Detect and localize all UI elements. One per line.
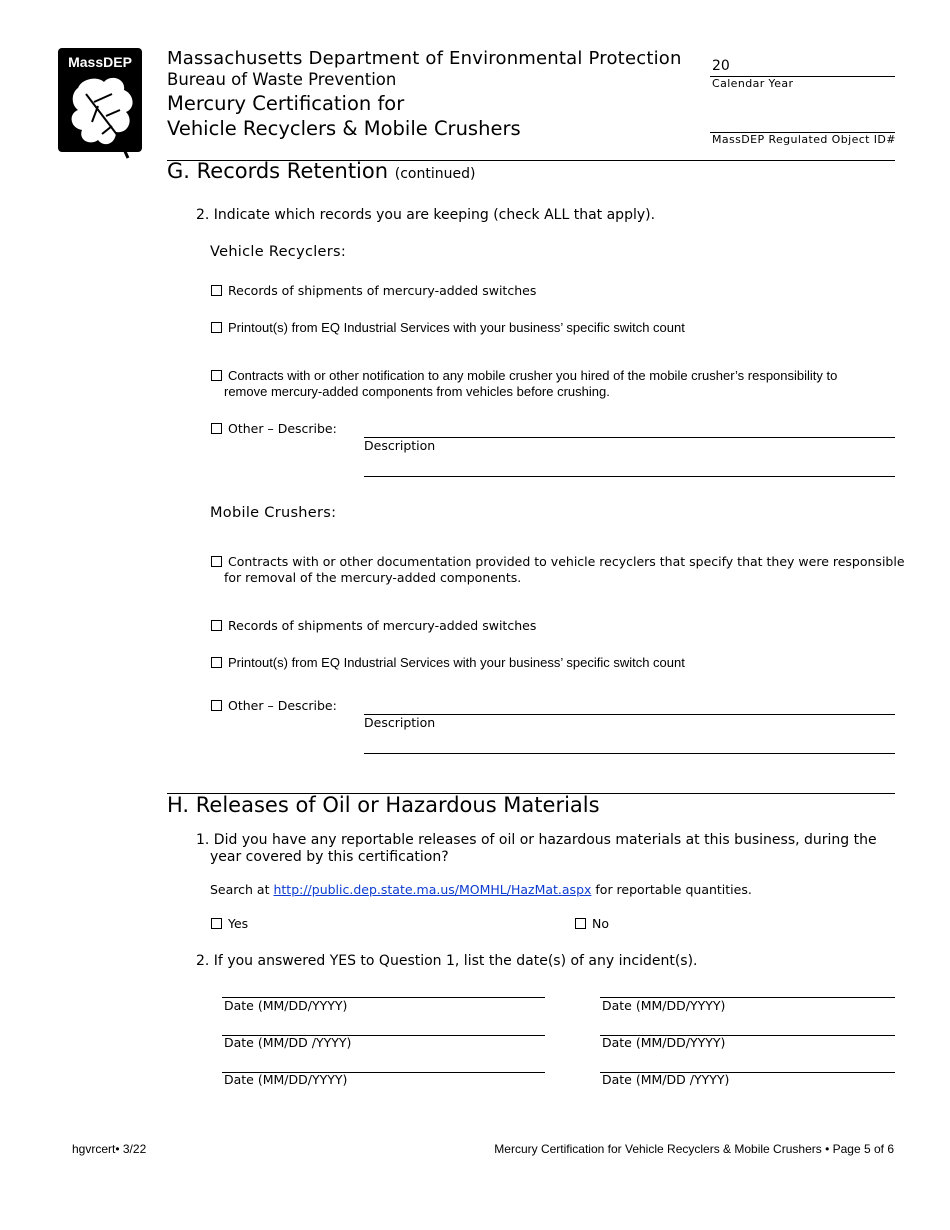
section-h-title: H. Releases of Oil or Hazardous Materials	[167, 793, 600, 817]
vr-shipments-label: Records of shipments of mercury-added switches	[228, 283, 537, 298]
footer-form-code: hgvrcert• 3/22	[72, 1142, 147, 1156]
vr-shipments-option[interactable]	[211, 283, 536, 298]
search-line	[210, 882, 752, 897]
date-label-left-1: Date (MM/DD/YYYY)	[224, 998, 348, 1013]
vr-contracts-label-line2: remove mercury-added components from vehicles before crushing.	[224, 384, 610, 399]
vr-contracts-label-line1: Contracts with or other notification to any mobile crusher you hired of the mobile crusher’s responsibility to	[228, 368, 838, 383]
vr-other-label: Other – Describe:	[228, 421, 337, 436]
vr-contracts-checkbox[interactable]	[211, 370, 222, 381]
mc-other-label: Other – Describe:	[228, 698, 337, 713]
mc-printout-option[interactable]	[211, 655, 685, 670]
release-yes-checkbox[interactable]	[211, 918, 222, 929]
vehicle-recyclers-heading: Vehicle Recyclers:	[210, 244, 347, 260]
mc-description-label: Description	[364, 715, 436, 730]
mc-contracts-checkbox[interactable]	[211, 556, 222, 567]
mc-contracts-option[interactable]	[211, 554, 905, 569]
mc-shipments-checkbox[interactable]	[211, 620, 222, 631]
vr-contracts-option[interactable]	[211, 368, 837, 383]
vr-description-field[interactable]	[364, 437, 895, 438]
search-suffix: for reportable quantities.	[595, 882, 752, 897]
date-label-right-2: Date (MM/DD/YYYY)	[602, 1035, 726, 1050]
mc-shipments-label: Records of shipments of mercury-added switches	[228, 618, 537, 633]
release-yes-option[interactable]	[211, 916, 248, 931]
question-h1-line2: year covered by this certification?	[210, 849, 449, 865]
vr-printout-label: Printout(s) from EQ Industrial Services with your business’ specific switch count	[228, 320, 685, 335]
release-no-checkbox[interactable]	[575, 918, 586, 929]
vr-printout-option[interactable]	[211, 320, 685, 335]
vr-description-label: Description	[364, 438, 436, 453]
question-h1-line1: 1. Did you have any reportable releases of oil or hazardous materials at this business, during the	[196, 832, 877, 848]
vr-printout-checkbox[interactable]	[211, 322, 222, 333]
search-prefix: Search at	[210, 882, 270, 897]
mc-printout-checkbox[interactable]	[211, 657, 222, 668]
massdep-logo	[58, 48, 144, 161]
calendar-year-label: Calendar Year	[712, 77, 794, 90]
continued-label: (continued)	[394, 166, 476, 182]
logo-text: MassDEP	[68, 54, 132, 70]
agency-name: Massachusetts Department of Environmental Protection	[167, 48, 682, 69]
date-label-left-3: Date (MM/DD/YYYY)	[224, 1072, 348, 1087]
hazmat-link[interactable]: http://public.dep.state.ma.us/MOMHL/HazMat.aspx	[273, 882, 592, 897]
mc-contracts-label-line2: for removal of the mercury-added components.	[224, 570, 522, 585]
vr-other-checkbox[interactable]	[211, 423, 222, 434]
footer-page-info: Mercury Certification for Vehicle Recyclers & Mobile Crushers • Page 5 of 6	[494, 1142, 894, 1156]
release-no-option[interactable]	[575, 916, 609, 931]
object-id-label: MassDEP Regulated Object ID#	[712, 133, 896, 146]
vr-other-option[interactable]	[211, 421, 337, 436]
mc-description-field[interactable]	[364, 714, 895, 715]
mc-other-checkbox[interactable]	[211, 700, 222, 711]
vr-shipments-checkbox[interactable]	[211, 285, 222, 296]
date-label-right-1: Date (MM/DD/YYYY)	[602, 998, 726, 1013]
question-g2: 2. Indicate which records you are keeping (check ALL that apply).	[196, 207, 656, 223]
mc-other-option[interactable]	[211, 698, 337, 713]
section-g-title-text: G. Records Retention	[167, 159, 389, 183]
mc-contracts-label-line1: Contracts with or other documentation provided to vehicle recyclers that specify that they were responsible	[228, 554, 905, 569]
vr-description-field-2[interactable]	[364, 476, 895, 477]
release-no-label: No	[592, 916, 609, 931]
form-title-line1: Mercury Certification for	[167, 92, 405, 115]
mc-printout-label: Printout(s) from EQ Industrial Services with your business’ specific switch count	[228, 655, 685, 670]
section-g-title	[167, 159, 475, 183]
form-title-line2: Vehicle Recyclers & Mobile Crushers	[167, 117, 521, 140]
date-label-left-2: Date (MM/DD /YYYY)	[224, 1035, 352, 1050]
release-yes-label: Yes	[228, 916, 249, 931]
mc-shipments-option[interactable]	[211, 618, 536, 633]
date-label-right-3: Date (MM/DD /YYYY)	[602, 1072, 730, 1087]
question-h2: 2. If you answered YES to Question 1, list the date(s) of any incident(s).	[196, 953, 698, 969]
calendar-year-field[interactable]: 20	[712, 58, 730, 74]
bureau-name: Bureau of Waste Prevention	[167, 70, 397, 89]
mobile-crushers-heading: Mobile Crushers:	[210, 505, 337, 521]
mc-description-field-2[interactable]	[364, 753, 895, 754]
